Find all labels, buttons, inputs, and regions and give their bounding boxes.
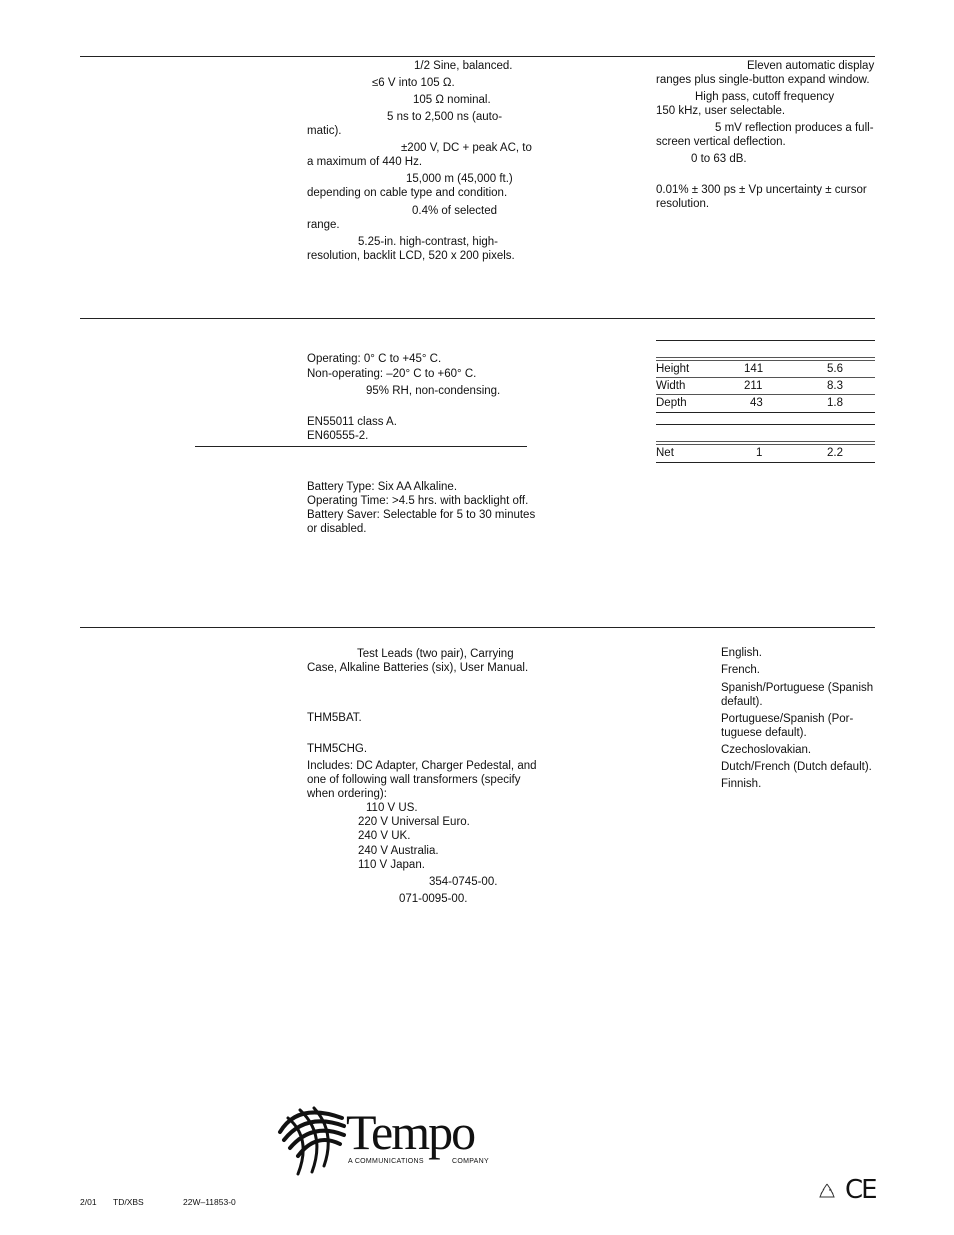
spec-line: Battery Type: Six AA Alkaline.	[307, 481, 458, 493]
row-rule	[656, 394, 875, 395]
spec-line: EN55011 class A.	[307, 416, 397, 428]
spec-line: 105 Ω nominal.	[413, 94, 491, 106]
section-rule-2	[80, 318, 875, 319]
ce-mark: CE	[845, 1175, 876, 1205]
spec-line: Operating Time: >4.5 hrs. with backlight off.	[307, 495, 529, 507]
language-item: Spanish/Portuguese (Spanish	[721, 682, 874, 694]
spec-line: when ordering):	[307, 788, 387, 800]
spec-line: ≤6 V into 105 Ω.	[372, 77, 455, 89]
table-top-rule	[656, 340, 875, 341]
spec-line: range.	[307, 219, 340, 231]
table-header-rule	[656, 441, 875, 442]
spec-line: 5 ns to 2,500 ns (auto-	[387, 111, 503, 123]
weight-label: Net	[656, 447, 674, 459]
spec-line: ±200 V, DC + peak AC, to	[401, 142, 532, 154]
spec-line: Operating: 0° C to +45° C.	[307, 353, 442, 365]
spec-line: Eleven automatic display	[747, 60, 875, 72]
spec-line: or disabled.	[307, 523, 367, 535]
spec-line: 110 V Japan.	[358, 859, 425, 871]
tempo-globe-icon	[276, 1104, 348, 1176]
dimension-in: 1.8	[827, 397, 843, 409]
spec-line: resolution.	[656, 198, 710, 210]
spec-line: EN60555-2.	[307, 430, 369, 442]
language-item: Dutch/French (Dutch default).	[721, 761, 872, 773]
spec-line: 5 mV reflection produces a full-	[715, 122, 874, 134]
dimension-in: 8.3	[827, 380, 843, 392]
spec-line: depending on cable type and condition.	[307, 187, 508, 199]
spec-line: Case, Alkaline Batteries (six), User Manual.	[307, 662, 529, 674]
footer-date: 2/01	[80, 1197, 97, 1207]
spec-line: Test Leads (two pair), Carrying	[357, 648, 514, 660]
table-header-rule	[656, 444, 875, 445]
table-header-rule	[656, 360, 875, 361]
spec-line: Battery Saver: Selectable for 5 to 30 minutes	[307, 509, 536, 521]
section-rule-3	[80, 627, 875, 628]
spec-line: 220 V Universal Euro.	[358, 816, 470, 828]
dimension-mm: 141	[744, 363, 764, 375]
spec-line: 15,000 m (45,000 ft.)	[406, 173, 513, 185]
spec-line: 240 V Australia.	[358, 845, 439, 857]
dimension-mm: 211	[744, 380, 763, 392]
table-header-rule	[656, 357, 875, 358]
table-top-rule	[656, 424, 875, 425]
spec-line: ranges plus single-button expand window.	[656, 74, 870, 86]
logo-tagline-left: A COMMUNICATIONS	[348, 1158, 424, 1165]
spec-line: 240 V UK.	[358, 830, 411, 842]
spec-line: one of following wall transformers (specify	[307, 774, 521, 786]
spec-line: 071-0095-00.	[399, 893, 468, 905]
spec-line: THM5CHG.	[307, 743, 368, 755]
language-item: default).	[721, 696, 763, 708]
dimension-mm: 43	[750, 397, 763, 409]
spec-line: screen vertical deflection.	[656, 136, 786, 148]
spec-line: 95% RH, non-condensing.	[366, 385, 501, 397]
spec-line: 0.01% ± 300 ps ± Vp uncertainty ± cursor	[656, 184, 867, 196]
dimension-label: Height	[656, 363, 690, 375]
language-item: tuguese default).	[721, 727, 807, 739]
spec-line: 110 V US.	[366, 802, 418, 814]
logo-wordmark: Tempo	[346, 1104, 475, 1160]
table-bottom-rule	[656, 412, 875, 413]
weight-lb: 2.2	[827, 447, 843, 459]
spec-line: 0.4% of selected	[412, 205, 498, 217]
footer-code: TD/XBS	[113, 1197, 144, 1207]
table-bottom-rule	[656, 462, 875, 463]
logo-tagline-right: COMPANY	[452, 1158, 489, 1165]
footer-part-number: 22W–11853-0	[183, 1197, 236, 1207]
language-item: Portuguese/Spanish (Por-	[721, 713, 854, 725]
tempo-logo	[276, 1104, 498, 1176]
spec-line: Non-operating: –20° C to +60° C.	[307, 368, 477, 380]
spec-line: matic).	[307, 125, 342, 137]
spec-line: High pass, cutoff frequency	[695, 91, 835, 103]
spec-line: 5.25-in. high-contrast, high-	[358, 236, 498, 248]
language-item: English.	[721, 647, 762, 659]
spec-line: 1/2 Sine, balanced.	[414, 60, 513, 72]
row-rule	[656, 377, 875, 378]
spec-line: a maximum of 440 Hz.	[307, 156, 423, 168]
section-rule-1	[80, 56, 875, 57]
language-item: French.	[721, 664, 760, 676]
dimension-label: Width	[656, 380, 686, 392]
spec-line: resolution, backlit LCD, 520 x 200 pixels.	[307, 250, 515, 262]
weight-kg: 1	[756, 447, 763, 459]
spec-line: Includes: DC Adapter, Charger Pedestal, and	[307, 760, 537, 772]
spec-line: 0 to 63 dB.	[691, 153, 747, 165]
recycle-icon	[818, 1182, 836, 1200]
dimension-in: 5.6	[827, 363, 843, 375]
language-item: Finnish.	[721, 778, 762, 790]
spec-line: 150 kHz, user selectable.	[656, 105, 786, 117]
subsection-rule	[195, 446, 527, 447]
spec-line: THM5BAT.	[307, 712, 362, 724]
dimension-label: Depth	[656, 397, 687, 409]
spec-line: 354-0745-00.	[429, 876, 498, 888]
language-item: Czechoslovakian.	[721, 744, 812, 756]
